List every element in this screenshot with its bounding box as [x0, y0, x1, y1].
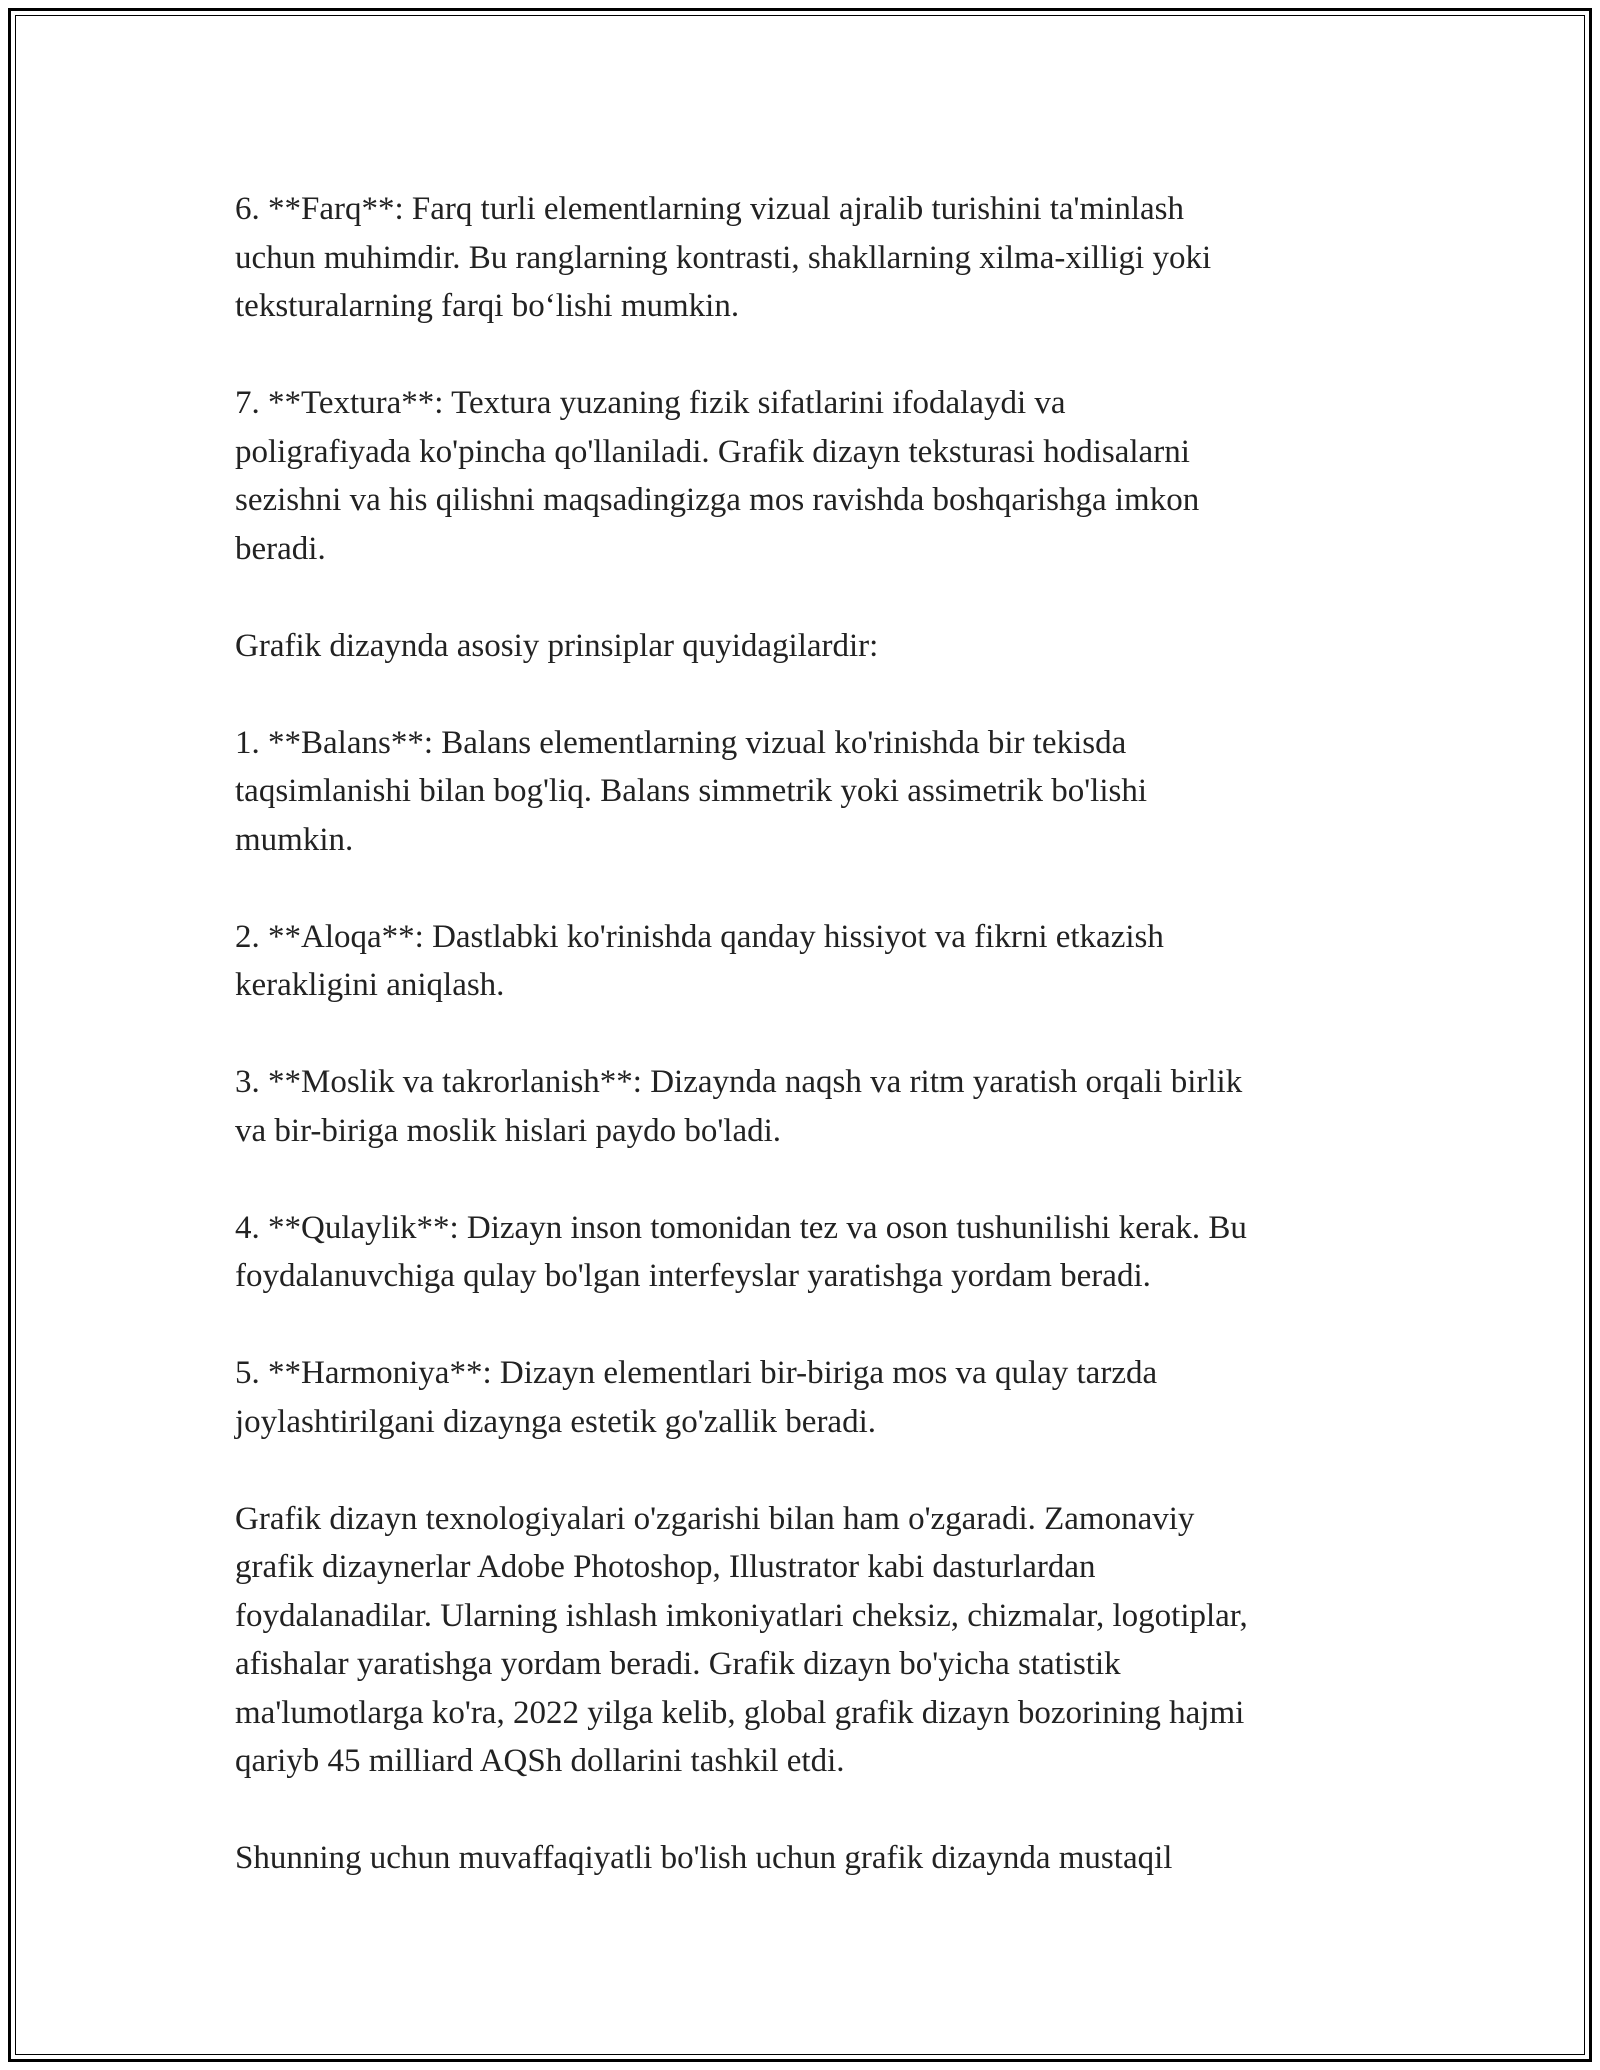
paragraph-farq: 6. **Farq**: Farq turli elementlarning vizual ajralib turishini ta'minlash uchun muhimdir. Bu ranglarning kontrasti, shakllarning xilma-xilligi yoki teksturalarning farqi bo‘lishi mumkin. — [235, 191, 1212, 324]
paragraph-technology: Grafik dizayn texnologiyalari o'zgarishi bilan ham o'zgaradi. Zamonaviy grafik dizaynerlar Adobe Photoshop, Illustrator kabi dasturlardan foydalanadilar. Ularning ishlash imkoniyatlari cheksiz, chizmalar, logotiplar, afishalar yaratishga yordam beradi. Grafik dizayn bo'yicha statistik ma'lumotlarga ko'ra, 2022 yilga kelib, global grafik dizayn bozorining hajmi qariyb 45 milliard AQSh dollarini tashkil etdi. — [235, 1500, 1248, 1779]
paragraph-balans: 1. **Balans**: Balans elementlarning vizual ko'rinishda bir tekisda taqsimlanishi bilan bog'liq. Balans simmetrik yoki assimetrik bo'lishi mumkin. — [235, 724, 1147, 858]
paragraph-conclusion: Shunning uchun muvaffaqiyatli bo'lish uchun grafik dizaynda mustaqil — [235, 1840, 1173, 1876]
paragraph-moslik: 3. **Moslik va takrorlanish**: Dizaynda naqsh va ritm yaratish orqali birlik va bir-biriga moslik hislari paydo bo'ladi. — [235, 1064, 1243, 1149]
paragraph-principles-intro: Grafik dizaynda asosiy prinsiplar quyidagilardir: — [235, 627, 879, 664]
document-body — [235, 185, 1385, 1883]
paragraph-harmoniya: 5. **Harmoniya**: Dizayn elementlari bir-biriga mos va qulay tarzda joylashtirilgani dizaynga estetik go'zallik beradi. — [235, 1355, 1158, 1440]
paragraph-textura: 7. **Textura**: Textura yuzaning fizik sifatlarini ifodalaydi va poligrafiyada ko'pincha qo'llaniladi. Grafik dizayn teksturasi hodisalarni sezishni va his qilishni maqsadingizga mos ravishda boshqarishga imkon beradi. — [235, 385, 1200, 567]
paragraph-qulaylik: 4. **Qulaylik**: Dizayn inson tomonidan tez va oson tushunilishi kerak. Bu foydalanuvchiga qulay bo'lgan interfeyslar yaratishga yordam beradi. — [235, 1209, 1247, 1294]
paragraph-aloqa: 2. **Aloqa**: Dastlabki ko'rinishda qanday hissiyot va fikrni etkazish kerakligini aniqlash. — [235, 918, 1164, 1003]
